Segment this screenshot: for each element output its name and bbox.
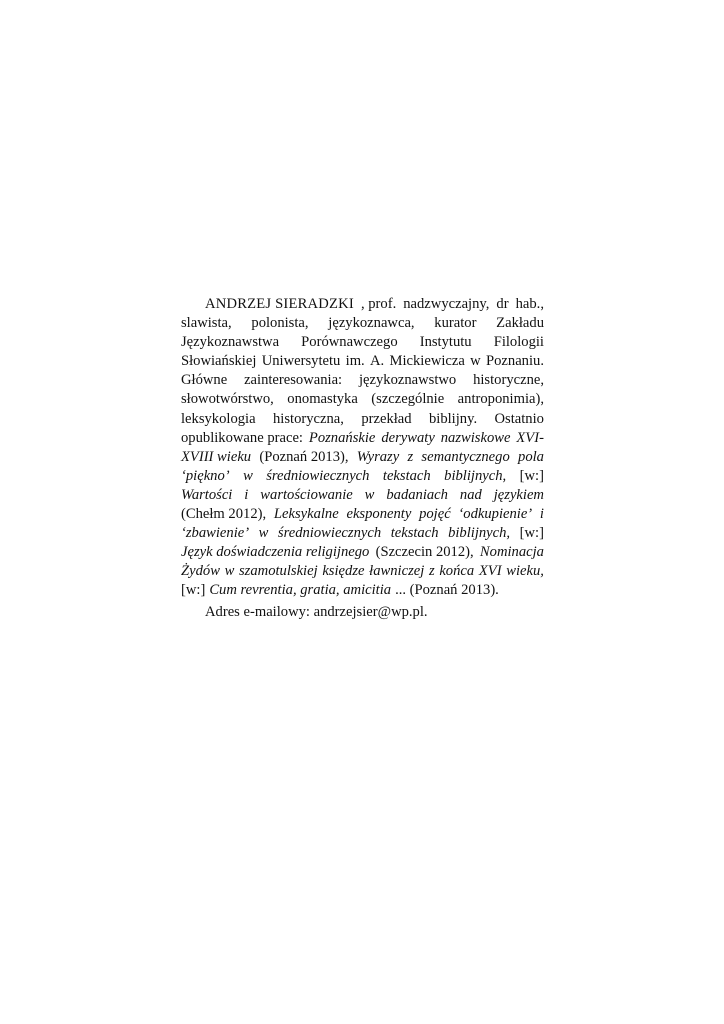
- bio-line: [181, 524, 544, 543]
- bio-word: ... (Poznań 2013).: [395, 582, 499, 599]
- bio-word: kurator: [434, 315, 477, 332]
- bio-word: (Chełm 2012),: [181, 506, 267, 523]
- bio-word: Mickiewicza: [389, 353, 465, 370]
- bio-word: językiem: [493, 486, 544, 503]
- bio-word: (Szczecin 2012),: [375, 544, 474, 561]
- bio-word: nad: [459, 486, 482, 503]
- author-name: ANDRZEJ SIERADZKI: [205, 296, 354, 312]
- bio-word: ‘odkupienie’: [458, 506, 533, 523]
- bio-word: średniowiecznych: [266, 467, 370, 484]
- bio-line: [181, 543, 544, 562]
- bio-word: przekład: [361, 410, 412, 427]
- bio-word: hab.,: [515, 296, 544, 312]
- bio-word: Leksykalne: [273, 506, 339, 523]
- bio-line: [181, 390, 544, 409]
- bio-word: XVI-: [516, 429, 544, 446]
- bio-word: Filologii: [493, 334, 544, 351]
- bio-word: w: [243, 467, 253, 484]
- bio-word: nazwiskowe: [440, 429, 511, 446]
- bio-word: w: [224, 563, 235, 580]
- bio-line: [181, 448, 544, 467]
- bio-line: [181, 562, 544, 581]
- bio-word: eksponenty: [346, 506, 412, 523]
- bio-word: im.: [345, 353, 365, 370]
- bio-word: ‘piękno’: [181, 467, 230, 484]
- bio-line: [181, 295, 544, 314]
- bio-word: Poznaniu.: [486, 353, 544, 370]
- bio-word: w: [364, 486, 375, 503]
- bio-line: [181, 371, 544, 390]
- bio-word: językoznawca,: [328, 315, 415, 332]
- bio-word: Poznańskie: [308, 429, 376, 446]
- bio-line: [181, 410, 544, 429]
- bio-word: Język doświadczenia religijnego: [181, 544, 370, 561]
- bio-word: Ostatnio: [494, 410, 544, 427]
- bio-line: [181, 429, 544, 448]
- bio-word: historyczne,: [473, 372, 544, 389]
- bio-word: Instytutu: [419, 334, 472, 351]
- bio-word: tekstach: [382, 467, 431, 484]
- bio-word: Wyrazy: [356, 448, 400, 465]
- bio-word: księdze: [322, 563, 365, 580]
- bio-word: pola: [518, 448, 544, 465]
- bio-word: badaniach: [386, 486, 448, 503]
- bio-word: Cum revrentia, gratia, amicitia: [209, 582, 392, 599]
- bio-line: [181, 314, 544, 333]
- bio-word: z: [428, 563, 435, 580]
- bio-line: [181, 581, 544, 600]
- bio-paragraph: [181, 295, 544, 601]
- bio-word: [w:]: [519, 467, 544, 484]
- bio-word: końca: [439, 563, 475, 580]
- bio-word: derywaty: [381, 429, 435, 446]
- bio-word: ławniczej: [369, 563, 425, 580]
- bio-word: ‘zbawienie’: [181, 525, 250, 542]
- bio-line: [181, 505, 544, 524]
- bio-word: Językoznawstwa: [181, 334, 280, 351]
- bio-word: szamotulskiej: [239, 563, 318, 580]
- bio-word: i: [539, 506, 544, 523]
- bio-word: [w:]: [181, 582, 206, 599]
- bio-word: A.: [370, 353, 385, 370]
- bio-word: Uniwersytetu: [261, 353, 341, 370]
- bio-word: zainteresowania:: [244, 372, 343, 389]
- bio-word: Wartości: [181, 486, 233, 503]
- bio-word: Zakładu: [496, 315, 544, 332]
- author-bio-block: [181, 295, 544, 622]
- bio-word: XVIII wieku: [181, 448, 252, 465]
- bio-word: onomastyka: [287, 391, 358, 408]
- bio-word: Nominacja: [479, 544, 544, 561]
- email-text: Adres e-mailowy: andrzejsier@wp.pl.: [205, 603, 428, 620]
- bio-word: w: [470, 353, 481, 370]
- bio-word: [w:]: [519, 525, 544, 542]
- bio-word: leksykologia: [181, 410, 256, 427]
- bio-word: polonista,: [251, 315, 309, 332]
- bio-word: (szczególnie: [371, 391, 445, 408]
- bio-word: językoznawstwo: [358, 372, 457, 389]
- bio-word: średniowiecznych: [277, 525, 382, 542]
- email-line: [181, 603, 544, 622]
- bio-word: i: [244, 486, 249, 503]
- bio-line: [181, 333, 544, 352]
- bio-word: wartościowanie: [260, 486, 353, 503]
- bio-word: biblijnych,: [444, 467, 507, 484]
- bio-word: Żydów: [181, 563, 220, 580]
- bio-word: Główne: [181, 372, 228, 389]
- bio-word: wieku,: [506, 563, 544, 580]
- bio-word: nadzwyczajny,: [403, 296, 490, 312]
- bio-line: [181, 486, 544, 505]
- bio-word: w: [258, 525, 269, 542]
- bio-word: biblijny.: [428, 410, 478, 427]
- bio-word: , prof.: [360, 296, 397, 312]
- bio-word: XVI: [478, 563, 502, 580]
- bio-word: opublikowane prace:: [181, 429, 303, 446]
- bio-word: historyczna,: [273, 410, 344, 427]
- bio-word: z: [407, 448, 414, 465]
- bio-word: słowotwórstwo,: [181, 391, 274, 408]
- bio-word: antroponimia),: [457, 391, 544, 408]
- bio-line: [181, 467, 544, 486]
- bio-word: Porównawczego: [301, 334, 398, 351]
- bio-word: Słowiańskiej: [181, 353, 257, 370]
- bio-word: dr: [496, 296, 509, 312]
- bio-word: tekstach: [390, 525, 439, 542]
- bio-word: semantycznego: [421, 448, 510, 465]
- bio-word: slawista,: [181, 315, 232, 332]
- bio-word: (Poznań 2013),: [259, 448, 349, 465]
- bio-word: pojęć: [419, 506, 451, 523]
- bio-word: biblijnych,: [448, 525, 511, 542]
- bio-line: [181, 352, 544, 371]
